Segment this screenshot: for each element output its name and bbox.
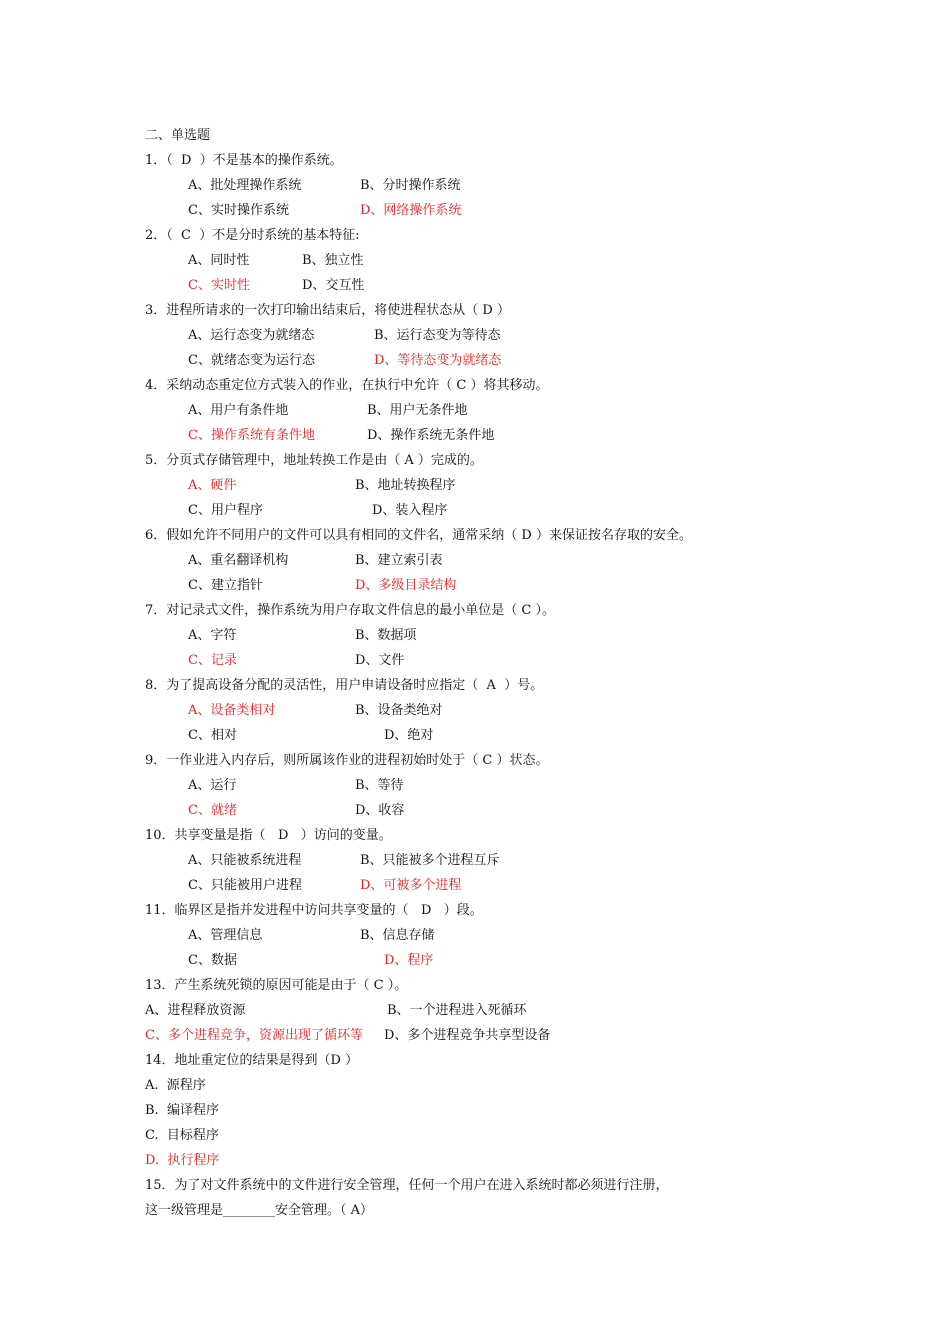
question-14-option-b: B. 编译程序: [145, 1103, 219, 1118]
question-7-option-d: D、文件: [355, 653, 405, 668]
question-14-option-a: A. 源程序: [145, 1078, 206, 1093]
question-9-option-b: B、等待: [355, 778, 404, 793]
question-6-stem: 6．假如允许不同用户的文件可以具有相同的文件名，通常采纳（ D ）来保证按名存取的安全。: [145, 528, 692, 543]
question-11-option-c: C、数据: [188, 953, 237, 968]
question-8-option-c: C、相对: [188, 728, 237, 743]
question-13-stem: 13．产生系统死锁的原因可能是由于（ C ）。: [145, 978, 408, 993]
question-13-option-d: D、多个进程竞争共享型设备: [384, 1028, 551, 1043]
question-5-option-b: B、地址转换程序: [355, 478, 456, 493]
question-3-stem: 3．进程所请求的一次打印输出结束后，将使进程状态从（ D ）: [145, 303, 510, 318]
question-13-option-b: B、一个进程进入死循环: [387, 1003, 527, 1018]
question-14-stem: 14．地址重定位的结果是得到（D ）: [145, 1053, 359, 1068]
question-1-option-a: A、批处理操作系统: [188, 178, 302, 193]
question-6-option-a: A、重名翻译机构: [188, 553, 289, 568]
question-6-option-c: C、建立指针: [188, 578, 263, 593]
question-11-option-b: B、信息存储: [360, 928, 435, 943]
question-1-option-d-answer: D、网络操作系统: [360, 203, 462, 218]
question-7-option-c-answer: C、记录: [188, 653, 237, 668]
section-heading: 二、单选题: [145, 128, 211, 143]
question-13-option-a: A、进程释放资源: [145, 1003, 246, 1018]
question-1-option-c: C、实时操作系统: [188, 203, 289, 218]
question-2-option-d: D、交互性: [302, 278, 365, 293]
question-2-option-b: B、独立性: [302, 253, 364, 268]
question-5-option-d: D、装入程序: [372, 503, 448, 518]
question-10-option-c: C、只能被用户进程: [188, 878, 302, 893]
question-15-stem-line-1: 15．为了对文件系统中的文件进行安全管理，任何一个用户在进入系统时都必须进行注册，: [145, 1178, 669, 1193]
question-6-option-b: B、建立索引表: [355, 553, 443, 568]
question-8-option-a-answer: A、设备类相对: [188, 703, 276, 718]
question-8-option-d: D、绝对: [384, 728, 434, 743]
question-9-stem: 9．一作业进入内存后，则所属该作业的进程初始时处于（ C ）状态。: [145, 753, 549, 768]
question-3-option-d-answer: D、等待态变为就绪态: [374, 353, 502, 368]
question-13-option-c-answer: C、多个进程竞争，资源出现了循环等: [145, 1028, 363, 1043]
question-11-option-a: A、管理信息: [188, 928, 263, 943]
question-9-option-a: A、运行: [188, 778, 237, 793]
question-3-option-b: B、运行态变为等待态: [374, 328, 501, 343]
question-5-option-c: C、用户程序: [188, 503, 263, 518]
question-8-stem: 8．为了提高设备分配的灵活性，用户申请设备时应指定（ A ）号。: [145, 678, 544, 693]
question-7-option-b: B、数据项: [355, 628, 417, 643]
question-10-option-d-answer: D、可被多个进程: [360, 878, 462, 893]
question-4-option-d: D、操作系统无条件地: [367, 428, 495, 443]
question-10-stem: 10．共享变量是指（ D ）访问的变量。: [145, 828, 392, 843]
question-7-stem: 7．对记录式文件，操作系统为用户存取文件信息的最小单位是（ C ）。: [145, 603, 555, 618]
question-3-option-a: A、运行态变为就绪态: [188, 328, 315, 343]
question-8-option-b: B、设备类绝对: [355, 703, 443, 718]
question-10-option-b: B、只能被多个进程互斥: [360, 853, 500, 868]
question-1-option-b: B、分时操作系统: [360, 178, 461, 193]
question-2-stem: 2．（ C ）不是分时系统的基本特征:: [145, 228, 360, 243]
question-4-option-c-answer: C、操作系统有条件地: [188, 428, 315, 443]
question-4-stem: 4．采纳动态重定位方式装入的作业，在执行中允许（ C ）将其移动。: [145, 378, 549, 393]
question-5-option-a-answer: A、硬件: [188, 478, 237, 493]
question-4-option-b: B、用户无条件地: [367, 403, 468, 418]
question-4-option-a: A、用户有条件地: [188, 403, 289, 418]
question-15-stem-line-2: 这一级管理是________安全管理。（ A）: [145, 1203, 374, 1218]
question-14-option-d-answer: D. 执行程序: [145, 1153, 220, 1168]
question-1-stem: 1．（ D ）不是基本的操作系统。: [145, 153, 343, 168]
question-2-option-c-answer: C、实时性: [188, 278, 250, 293]
question-7-option-a: A、字符: [188, 628, 237, 643]
question-9-option-d: D、收容: [355, 803, 405, 818]
question-6-option-d-answer: D、多级目录结构: [355, 578, 457, 593]
question-11-option-d-answer: D、程序: [384, 953, 434, 968]
question-14-option-c: C. 目标程序: [145, 1128, 219, 1143]
question-5-stem: 5．分页式存储管理中，地址转换工作是由（ A ）完成的。: [145, 453, 483, 468]
question-2-option-a: A、同时性: [188, 253, 250, 268]
question-3-option-c: C、就绪态变为运行态: [188, 353, 315, 368]
question-9-option-c-answer: C、就绪: [188, 803, 237, 818]
question-10-option-a: A、只能被系统进程: [188, 853, 302, 868]
question-11-stem: 11．临界区是指并发进程中访问共享变量的（ D ）段。: [145, 903, 483, 918]
